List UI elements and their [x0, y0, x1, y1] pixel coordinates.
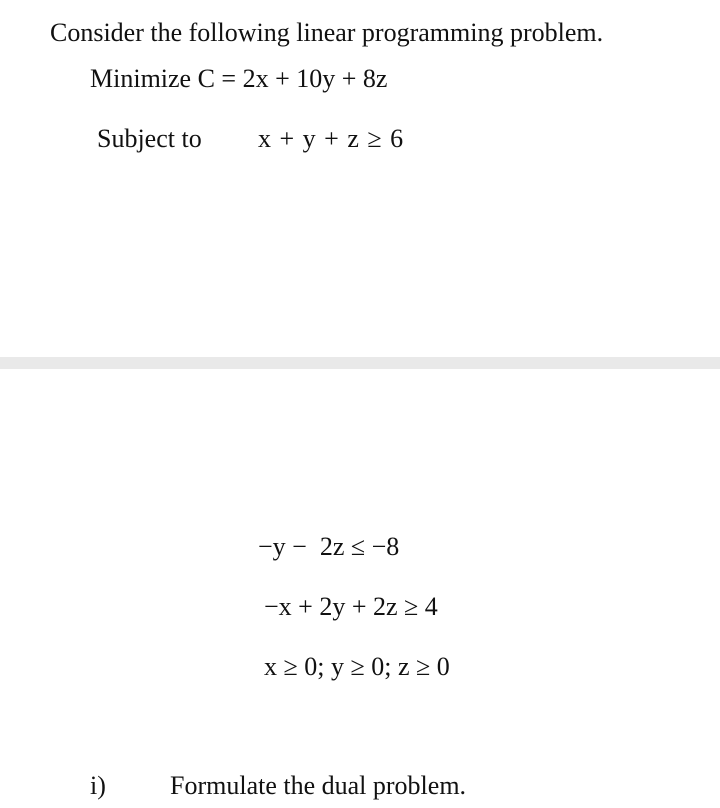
question-text: Formulate the dual problem. — [170, 771, 467, 800]
constraint-3: −x + 2y + 2z ≥ 4 — [264, 592, 438, 621]
subject-to-label: Subject to — [97, 124, 202, 153]
objective-function: Minimize C = 2x + 10y + 8z — [90, 64, 388, 93]
page-divider — [0, 357, 720, 369]
problem-intro: Consider the following linear programming problem. — [50, 18, 604, 47]
constraint-1: x + y + z ≥ 6 — [258, 124, 404, 153]
constraint-2: −y − 2z ≤ −8 — [258, 532, 400, 561]
question-number: i) — [90, 771, 106, 800]
non-negativity-constraints: x ≥ 0; y ≥ 0; z ≥ 0 — [264, 652, 450, 681]
